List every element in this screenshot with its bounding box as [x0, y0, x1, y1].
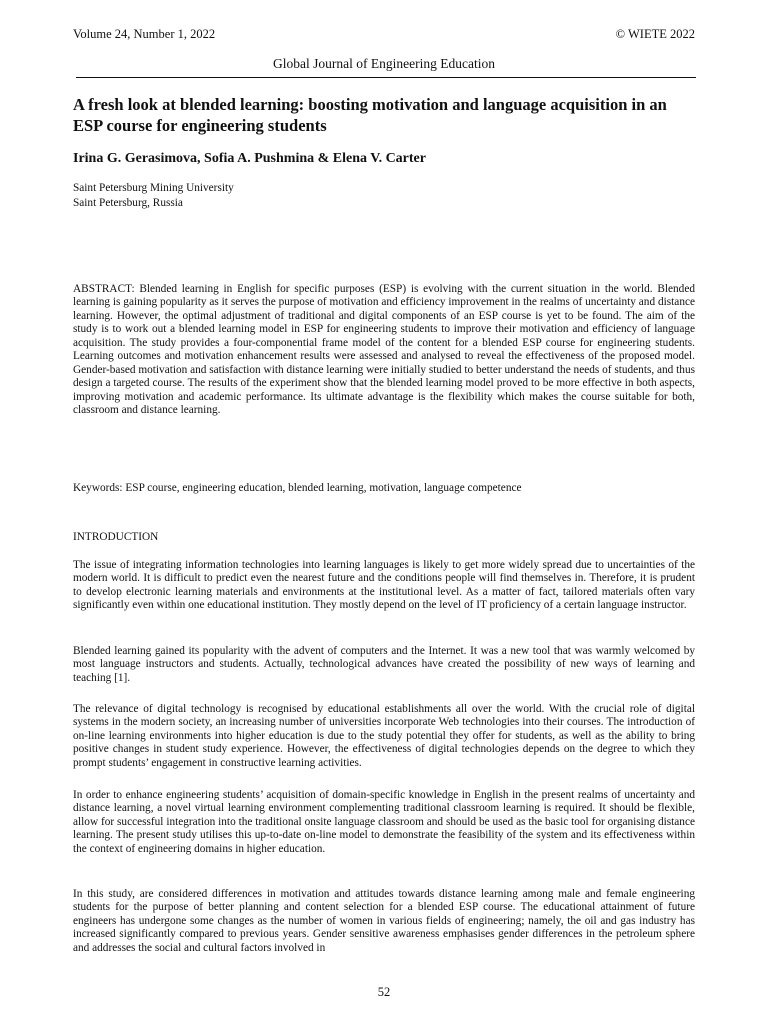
copyright-notice: © WIETE 2022 — [615, 27, 695, 41]
intro-paragraph-2: Blended learning gained its popularity with the advent of computers and the Internet. It was a new tool that was warmly welcomed by most language instructors and students. Actually, technological advances have created the possibility of new ways of learning and teaching [1]. — [73, 645, 695, 684]
header-divider — [76, 77, 696, 78]
article-title: A fresh look at blended learning: boosting motivation and language acquisition in an ESP course for engineering students — [73, 95, 667, 135]
abstract: ABSTRACT: Blended learning in English for specific purposes (ESP) is evolving with the current situation in the world. Blended learning is gaining popularity as it serves the purpose of motivation and efficiency improvement in the realms of uncertainty and distance learning. However, the optimal adjustment of traditional and digital components of an ESP course is yet to be found. The aim of the study is to work out a blended learning model in ESP for engineering students to improve their motivation and efficiency of language acquisition. The study provides a four-componential frame model of the content for a blended ESP course for engineering students. Learning outcomes and motivation enhancement results were assessed and analysed to reveal the effectiveness of the proposed model. Gender-based motivation and satisfaction with distance learning were initially studied to better understand the needs of students, and thus design a targeted course. The results of the experiment show that the blended learning model proved to be more effective in both aspects, improving motivation and academic performance. Its ultimate advantage is the flexibility which makes the course suitable for both, classroom and distance learning. — [73, 283, 695, 417]
keywords: Keywords: ESP course, engineering education, blended learning, motivation, language competence — [73, 482, 522, 494]
section-heading-introduction: INTRODUCTION — [73, 531, 159, 543]
intro-paragraph-4: In order to enhance engineering students’ acquisition of domain-specific knowledge in English in the present realms of uncertainty and distance learning, a novel virtual learning environment complementing traditional classroom learning is required. It should be flexible, allow for successful integration into the traditional onsite language classroom and should be used as the basic tool for organising distance learning. The present study utilises this up-to-date on-line model to demonstrate the feasibility of the system and its effectiveness within the context of engineering domains in higher education. — [73, 789, 695, 855]
affiliation-institution: Saint Petersburg Mining University — [73, 182, 234, 194]
page-number: 52 — [377, 985, 391, 999]
affiliation — [73, 181, 698, 210]
intro-paragraph-3: The relevance of digital technology is recognised by educational establishments all over the world. With the crucial role of digital systems in the modern society, an increasing number of universities incorporate Web technologies into their courses. The introduction of on-line learning environments into higher education is due to the study potential they offer for students, as well as the ability to bring positive changes in student study experience. However, the effectiveness of digital technologies depends on the degree to which they prompt students’ engagement in constructive learning activities. — [73, 703, 695, 769]
journal-name: Global Journal of Engineering Education — [273, 56, 495, 71]
affiliation-location: Saint Petersburg, Russia — [73, 196, 183, 209]
volume-info: Volume 24, Number 1, 2022 — [73, 27, 216, 41]
intro-paragraph-5: In this study, are considered differences in motivation and attitudes towards distance learning among male and female engineering students for the purpose of better planning and content selection for a blended ESP course. The educational attainment of future engineers has undergone some changes as the number of women in various fields of engineering; namely, the oil and gas industry has increased significantly compared to previous years. Gender sensitive awareness emphasises gender differences in the petroleum sphere and addresses the social and cultural factors involved in — [73, 888, 695, 954]
author-list: Irina G. Gerasimova, Sofia A. Pushmina & Elena V. Carter — [73, 151, 426, 166]
intro-paragraph-1: The issue of integrating information technologies into learning languages is likely to get more widely spread due to uncertainties of the modern world. It is difficult to predict even the nearest future and the conditions people will find themselves in. Therefore, it is prudent to develop electronic learning materials and environments at the institutional level. As a matter of fact, tailored materials often vary significantly even within one educational institution. They mostly depend on the level of IT proficiency of a certain language instructor. — [73, 559, 695, 612]
